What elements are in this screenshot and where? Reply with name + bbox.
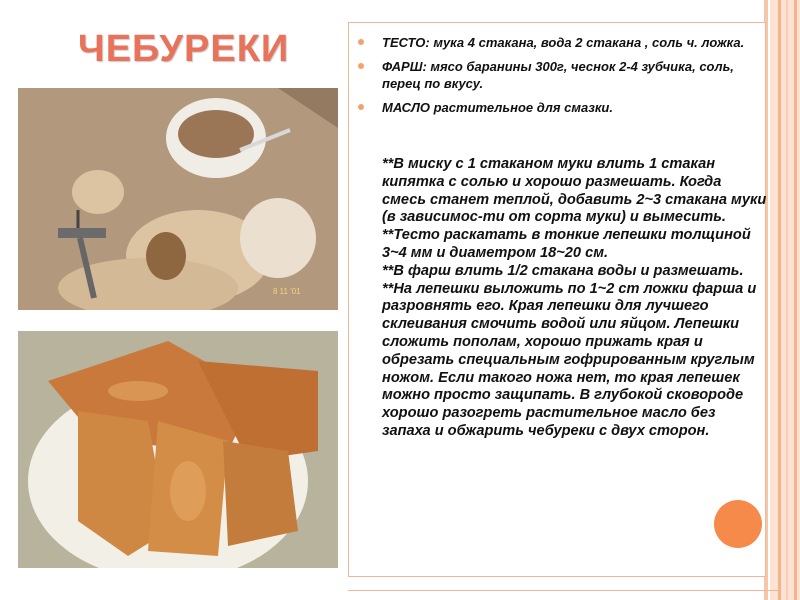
bullet-icon	[358, 63, 364, 69]
ingredient-text: МАСЛО растительное для смазки.	[382, 100, 613, 115]
decor-stripe	[794, 0, 797, 600]
decor-circle	[714, 500, 762, 548]
decor-stripe	[786, 0, 788, 600]
ingredient-filling	[352, 58, 760, 92]
decor-stripe	[778, 0, 781, 600]
bullet-icon	[358, 39, 364, 45]
ingredient-dough	[352, 34, 760, 51]
ingredients-list	[352, 34, 760, 123]
ingredient-text: ФАРШ: мясо баранины 300г, чеснок 2-4 зубчика, соль, перец по вкусу.	[382, 59, 734, 91]
ingredient-oil	[352, 99, 760, 116]
photo-datestamp: 8 11 '01	[273, 287, 301, 296]
recipe-instructions: **В миску с 1 стаканом муки влить 1 стакан кипятка с солью и хорошо размешать. Когда смесь станет теплой, добавить 2~3 стакана муки (в зависимос-ти от сорта муки) и вымесить. **Тесто раскатать в тонкие лепешки толщиной 3~4 мм и диаметром 18~20 см. **В фарш влить 1/2 стакана воды и размешать. **На лепешки выложить по 1~2 ст ложки фарша и разровнять его. Края лепешки для лучшего склеивания смочить водой или яйцом. Лепешки сложить пополам, хорошо прижать края и обрезать специальным гофрированным круглым ножом. Если такого ножа нет, то края лепешек можно просто защипать. В глубокой сковороде хорошо разогреть растительное масло без запаха и обжарить чебуреки с двух сторон.	[382, 156, 767, 439]
divider	[348, 590, 778, 591]
preparation-photo	[18, 88, 338, 310]
bullet-icon	[358, 104, 364, 110]
slide-title: ЧЕБУРЕКИ	[78, 28, 290, 70]
ingredient-text: ТЕСТО: мука 4 стакана, вода 2 стакана , соль ч. ложка.	[382, 35, 745, 50]
fried-chebureki-photo	[18, 331, 338, 568]
